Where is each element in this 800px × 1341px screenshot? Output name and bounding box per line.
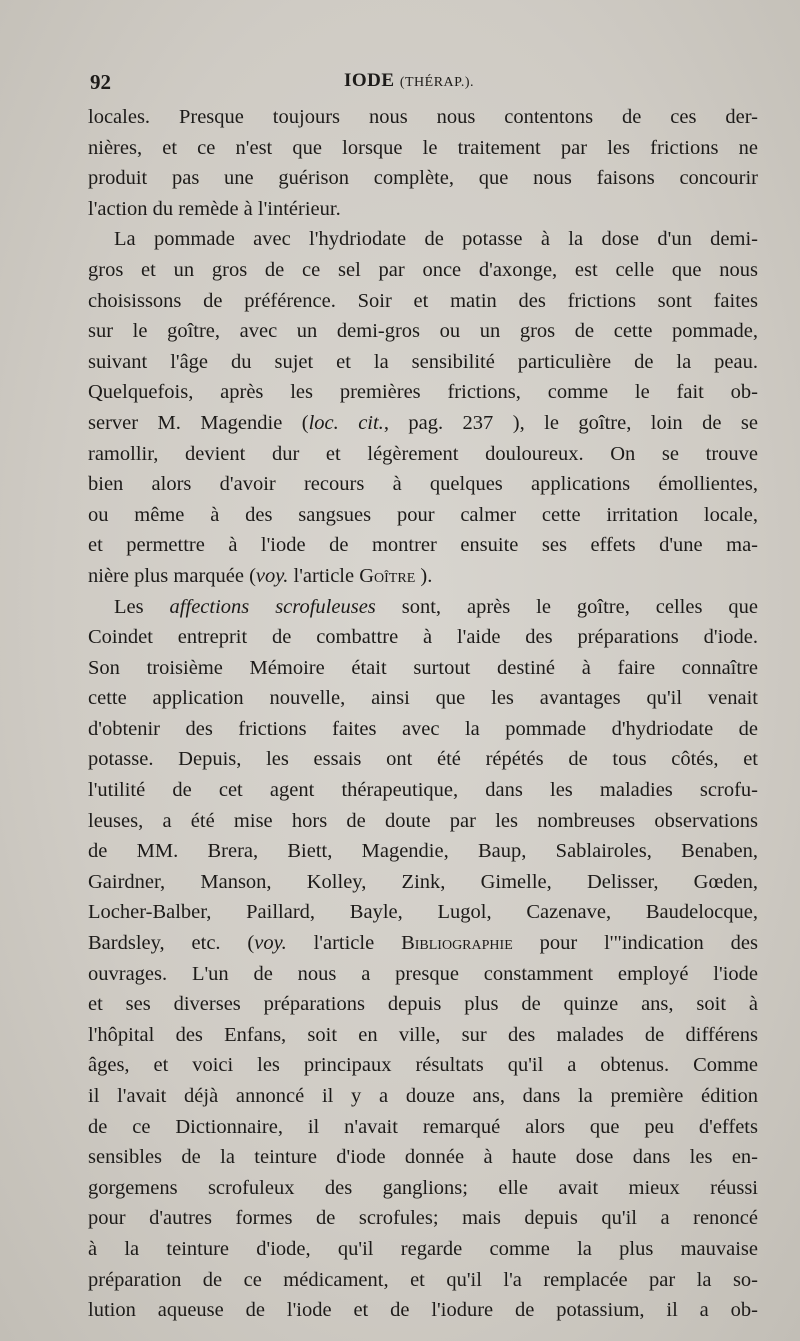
text-run: gorgemens scrofuleux des ganglions; elle avait mieux réussi [88, 1176, 758, 1199]
text-line [88, 316, 758, 347]
text-run: Quelquefois, après les premières frictions, comme le fait ob- [88, 381, 758, 404]
text-line [88, 1173, 758, 1204]
text-line [88, 561, 758, 592]
text-line [88, 622, 758, 653]
text-run: il l'avait déjà annoncé il y a douze ans, dans la première édition [88, 1085, 758, 1107]
text-line [88, 897, 758, 928]
text-run: leuses, a été mise hors de doute par les nombreuses observations [88, 809, 758, 832]
text-line [88, 1112, 758, 1143]
text-run-italic: voy. [255, 564, 289, 587]
text-run: , pag. 237 ), le goître, loin de se [383, 411, 758, 434]
text-line [88, 133, 758, 164]
text-line [88, 1050, 758, 1081]
text-line [88, 530, 758, 561]
text-run: suivant l'âge du sujet et la sensibilité particulière de la peau. [88, 350, 758, 373]
text-run: ou même à des sangsues pour calmer cette irritation locale, [88, 503, 758, 526]
text-run: gros et un gros de ce sel par once d'axonge, est celle que nous [88, 258, 758, 281]
text-run: Gairdner, Manson, Kolley, Zink, Gimelle, Delisser, Gœden, [88, 870, 758, 893]
text-line [88, 1265, 758, 1296]
text-line [88, 1234, 758, 1265]
body-text [88, 102, 758, 1326]
text-run: l'article [288, 564, 360, 587]
text-line [88, 1295, 758, 1326]
text-run: préparation de ce médicament, et qu'il l'a remplacée par la so- [88, 1268, 758, 1291]
text-run: choisissons de préférence. Soir et matin des frictions sont faites [88, 289, 758, 312]
text-run: bien alors d'avoir recours à quelques applications émollientes, [88, 473, 758, 496]
text-run: ramollir, devient dur et légèrement douloureux. On se trouve [88, 442, 758, 465]
text-line [88, 286, 758, 317]
text-run: cette application nouvelle, ainsi que les avantages qu'il venait [88, 687, 758, 710]
text-run: pour d'autres formes de scrofules; mais depuis qu'il a renoncé [88, 1207, 758, 1230]
text-run: nières, et ce n'est que lorsque le traitement par les frictions ne [88, 136, 758, 159]
text-line [88, 102, 758, 133]
text-line [88, 867, 758, 898]
text-line [88, 377, 758, 408]
text-run: Locher-Balber, Paillard, Bayle, Lugol, Cazenave, Baudelocque, [88, 901, 758, 924]
text-run: sensibles de la teinture d'iode donnée à haute dose dans les en- [88, 1146, 758, 1169]
page-number: 92 [90, 70, 111, 94]
text-run: l'action du remède à l'intérieur. [88, 197, 341, 220]
running-head [344, 70, 474, 92]
text-line [88, 744, 758, 775]
text-run: lution aqueuse de l'iode et de l'iodure de potassium, il a ob- [88, 1299, 758, 1322]
text-run: nière plus marquée ( [88, 564, 256, 587]
text-line [88, 775, 758, 806]
text-run: à la teinture d'iode, qu'il regarde comme la plus mauvaise [88, 1237, 758, 1260]
text-run: l'hôpital des Enfans, soit en ville, sur des malades de différens [88, 1023, 758, 1046]
running-head-main: IODE [344, 70, 395, 91]
text-line [88, 500, 758, 531]
text-run: de ce Dictionnaire, il n'avait remarqué alors que peu d'effets [88, 1115, 758, 1138]
text-run: produit pas une guérison complète, que nous faisons concourir [88, 167, 758, 190]
text-line [88, 163, 758, 194]
text-run-smallcaps: Bibliographie [401, 932, 513, 955]
text-line [88, 1081, 758, 1112]
text-run: ouvrages. L'un de nous a presque constamment employé l'iode [88, 962, 758, 985]
text-run: et permettre à l'iode de montrer ensuite ses effets d'une ma- [88, 534, 758, 557]
text-line [88, 592, 758, 623]
text-line [88, 255, 758, 286]
text-run: locales. Presque toujours nous nous contentons de ces der- [88, 106, 758, 128]
text-line [88, 836, 758, 867]
text-run: sont, après le goître, celles que [375, 595, 758, 618]
text-line [88, 1203, 758, 1234]
page-header [88, 66, 760, 100]
text-run-smallcaps: Goître [359, 564, 416, 587]
text-run: l'article [286, 932, 402, 955]
text-line [88, 439, 758, 470]
running-head-sub: (THÉRAP.). [399, 75, 475, 90]
text-line [88, 347, 758, 378]
text-run: server M. Magendie ( [88, 411, 309, 434]
text-run: ). [415, 564, 433, 587]
text-line [88, 959, 758, 990]
text-line [88, 1020, 758, 1051]
text-line [88, 714, 758, 745]
text-line [88, 194, 758, 225]
text-run: Bardsley, etc. ( [88, 932, 255, 955]
text-run-italic: voy. [254, 932, 287, 955]
text-run: sur le goître, avec un demi-gros ou un gros de cette pommade, [88, 320, 758, 343]
text-run: potasse. Depuis, les essais ont été répétés de tous côtés, et [88, 748, 758, 771]
text-run: Les [114, 595, 170, 618]
text-line [88, 469, 758, 500]
text-line [88, 1142, 758, 1173]
text-line [88, 806, 758, 837]
text-run-italic: affections scrofuleuses [169, 595, 376, 618]
text-run: La pommade avec l'hydriodate de potasse à la dose d'un demi- [114, 228, 758, 251]
text-run: de MM. Brera, Biett, Magendie, Baup, Sablairoles, Benaben, [88, 840, 758, 863]
text-line [88, 408, 758, 439]
text-line [88, 683, 758, 714]
text-run: l'utilité de cet agent thérapeutique, dans les maladies scrofu- [88, 779, 758, 802]
text-run: âges, et voici les principaux résultats qu'il a obtenus. Comme [88, 1054, 758, 1077]
text-line [88, 989, 758, 1020]
text-run: d'obtenir des frictions faites avec la pommade d'hydriodate de [88, 717, 758, 740]
text-run: et ses diverses préparations depuis plus de quinze ans, soit à [88, 993, 758, 1016]
text-run-italic: loc. cit. [308, 411, 384, 434]
text-line [88, 653, 758, 684]
text-line [88, 224, 758, 255]
text-run: Son troisième Mémoire était surtout destiné à faire connaître [88, 656, 758, 679]
text-run: pour l'"indication des [512, 932, 758, 955]
text-run: Coindet entreprit de combattre à l'aide des préparations d'iode. [88, 626, 758, 649]
text-line [88, 928, 758, 959]
